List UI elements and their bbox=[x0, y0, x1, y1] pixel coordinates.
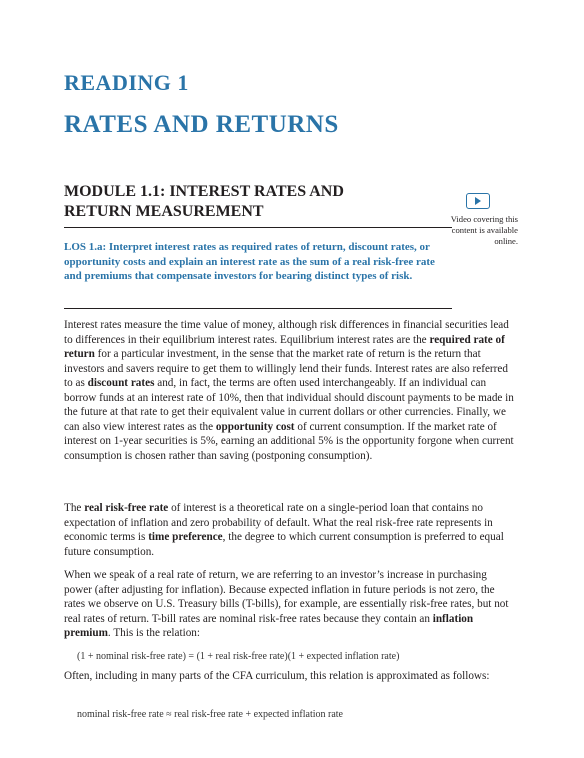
reading-label: READING 1 bbox=[64, 70, 189, 95]
play-video-icon[interactable] bbox=[466, 193, 490, 209]
text-span: The bbox=[64, 502, 85, 514]
text-span: , the degree to which current consumption is preferred to equal future consumption. bbox=[64, 531, 504, 558]
text-span: When we speak of a real rate of return, we are referring to an investor’s increase in purchasing power (after adjusting for inflation). Because expected inflation in future periods is not zero, the rates we observe on U.S. Treasury bills (T-bills), for example, are essentially risk-free rates, but not real rates of return. T-bill rates are nominal risk-free rates because they contain an bbox=[64, 569, 509, 625]
paragraph-real-risk-free-rate bbox=[64, 501, 516, 559]
text-span: and, in fact, the terms are often used interchangeably. If an individual can borrow funds at an interest rate of 10%, then that individual should discount payments to be made in the future at that rate to get their equivalent value in current dollars or other currencies. Finally, we can also view interest rates as the bbox=[64, 377, 514, 433]
term-opportunity-cost: opportunity cost bbox=[215, 420, 295, 433]
term-real-risk-free-rate: real risk-free rate bbox=[84, 502, 169, 514]
los-divider bbox=[64, 308, 452, 309]
term-time-preference: time preference bbox=[148, 531, 223, 543]
equation-approximation: nominal risk-free rate ≈ real risk-free rate + expected inflation rate bbox=[77, 709, 343, 720]
module-title: MODULE 1.1: INTEREST RATES AND RETURN MEASUREMENT bbox=[64, 183, 344, 220]
text-span: of interest is a theoretical rate on a single-period loan that contains no expectation of inflation and zero probability of default. What the real risk-free rate represents in economic terms is bbox=[64, 502, 493, 543]
term-inflation-premium: inflation premium bbox=[64, 612, 474, 639]
video-callout[interactable] bbox=[438, 193, 518, 247]
paragraph-interest-rates bbox=[64, 318, 516, 463]
text-span: for a particular investment, in the sense that the market rate of return is the return that investors and savers require to get them to willingly lend their funds. Interest rates are also referred to as bbox=[64, 348, 508, 389]
text-span: of current consumption. If the market rate of interest on 1-year securities is 5%, earning an additional 5% is the opportunity forgone when current consumption is chosen rather than saving (postponing consumption). bbox=[64, 420, 514, 462]
equation-exact-relation: (1 + nominal risk-free rate) = (1 + real risk-free rate)(1 + expected inflation rate) bbox=[77, 651, 400, 662]
module-divider bbox=[64, 227, 452, 228]
text-span: . This is the relation: bbox=[107, 627, 201, 639]
video-note-text: Video covering this content is available online. bbox=[450, 214, 518, 246]
term-discount-rates: discount rates bbox=[87, 377, 155, 389]
term-required-rate-of-return: required rate of return bbox=[64, 333, 505, 360]
paragraph-nominal-rates bbox=[64, 568, 516, 641]
reading-title: RATES AND RETURNS bbox=[64, 111, 339, 138]
learning-outcome-statement: LOS 1.a: Interpret interest rates as required rates of return, discount rates, or opportunity costs and explain an interest rate as the sum of a real risk-free rate and premiums that compensate investors for bearing distinct types of risk. bbox=[64, 241, 435, 282]
text-span: Interest rates measure the time value of money, although risk differences in financial securities lead to differences in their equilibrium interest rates. Equilibrium interest rates are the bbox=[64, 319, 509, 346]
paragraph-approximation: Often, including in many parts of the CFA curriculum, this relation is approximated as follows: bbox=[64, 670, 490, 682]
